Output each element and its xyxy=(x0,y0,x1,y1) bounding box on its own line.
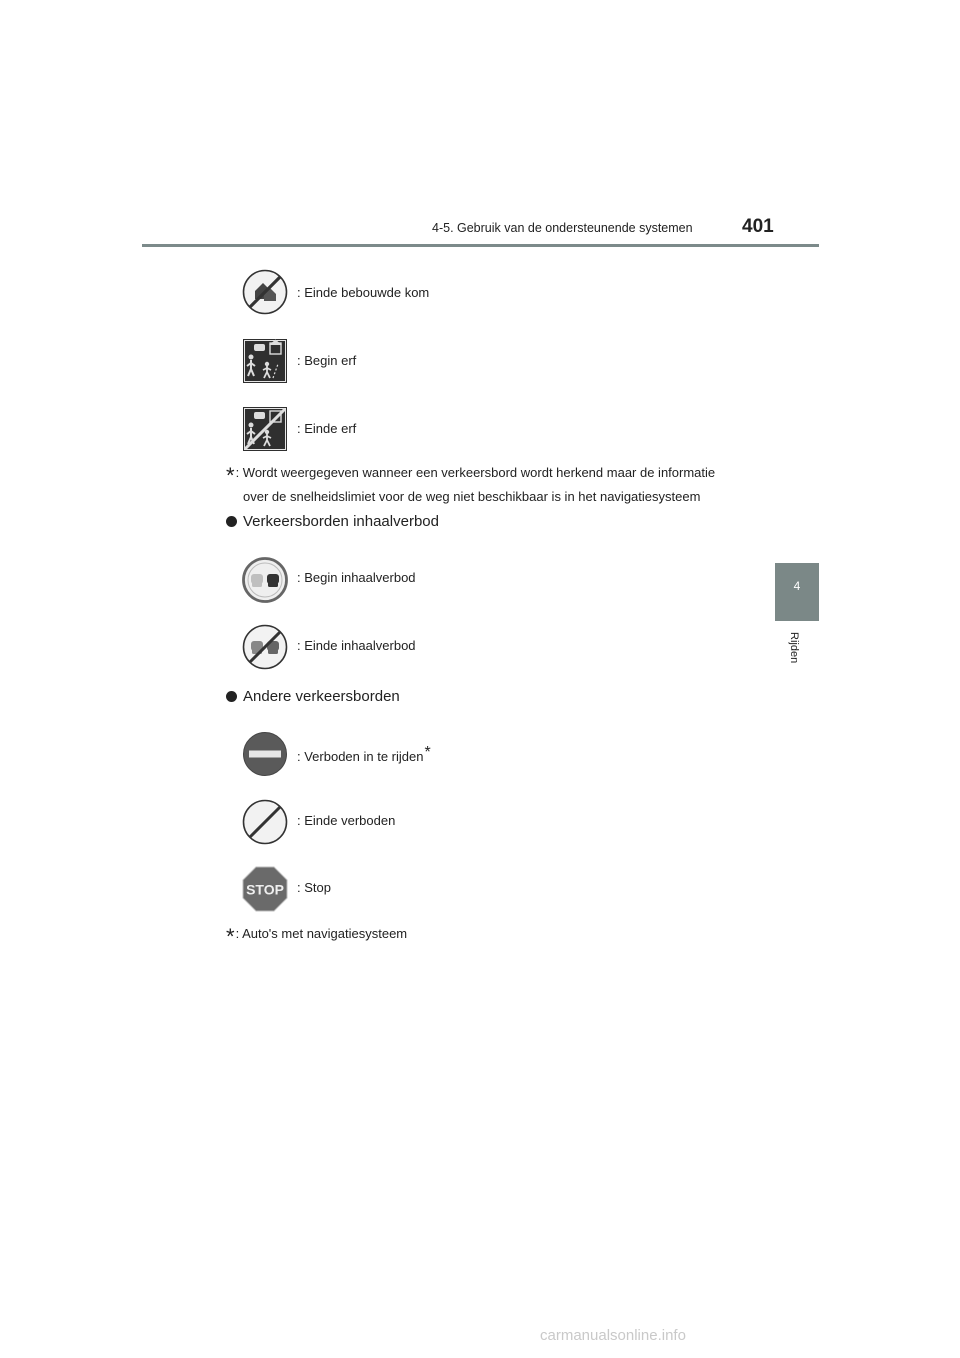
sign-label-residential-zone-end: : Einde erf xyxy=(297,421,357,436)
footnote-line-1: : Wordt weergegeven wanneer een verkeersbord wordt herkend maar de informatie xyxy=(235,465,716,480)
footnote-speed-limit xyxy=(226,463,716,488)
bullet-icon xyxy=(226,691,237,702)
sign-label-no-entry xyxy=(297,744,431,764)
heading-overtaking-text: Verkeersborden inhaalverbod xyxy=(243,513,439,530)
chapter-tab[interactable] xyxy=(775,563,819,621)
chapter-title: Rijden xyxy=(788,632,800,664)
residential-zone-start-sign-icon xyxy=(242,338,288,384)
footnote-star: * xyxy=(226,463,235,488)
header-divider xyxy=(142,244,819,247)
heading-overtaking-signs xyxy=(226,513,439,530)
end-of-restrictions-sign-icon xyxy=(242,799,288,845)
sign-label-end-no-overtaking: : Einde inhaalverbod xyxy=(297,638,416,653)
page-number: 401 xyxy=(742,216,774,237)
stop-sign-text: STOP xyxy=(246,881,284,898)
sign-label-stop: : Stop xyxy=(297,880,331,895)
no-entry-footnote-star: * xyxy=(424,744,431,761)
watermark: carmanualsonline.info xyxy=(540,1327,686,1344)
sign-label-end-built-up-area: : Einde bebouwde kom xyxy=(297,285,430,300)
sign-label-residential-zone-start: : Begin erf xyxy=(297,353,357,368)
chapter-title-vertical xyxy=(788,632,808,672)
footnote-navigation xyxy=(226,924,408,949)
footnote-navigation-text: : Auto's met navigatiesysteem xyxy=(235,926,408,941)
section-title: 4-5. Gebruik van de ondersteunende systemen xyxy=(432,221,693,235)
footnote-line-2: over de snelheidslimiet voor de weg niet beschikbaar is in het navigatiesysteem xyxy=(243,489,701,504)
sign-label-no-overtaking: : Begin inhaalverbod xyxy=(297,570,416,585)
heading-other-text: Andere verkeersborden xyxy=(243,688,400,705)
bullet-icon xyxy=(226,516,237,527)
stop-sign-icon xyxy=(242,866,288,912)
end-built-up-area-sign-icon xyxy=(242,269,288,315)
no-entry-sign-icon xyxy=(242,731,288,777)
heading-other-signs xyxy=(226,688,400,705)
no-entry-label-text: : Verboden in te rijden xyxy=(297,749,424,764)
chapter-number: 4 xyxy=(793,579,801,593)
residential-zone-end-sign-icon xyxy=(242,406,288,452)
no-overtaking-sign-icon xyxy=(242,557,288,603)
sign-label-end-of-restrictions: : Einde verboden xyxy=(297,813,396,828)
footnote-star: * xyxy=(226,924,235,949)
end-no-overtaking-sign-icon xyxy=(242,624,288,670)
